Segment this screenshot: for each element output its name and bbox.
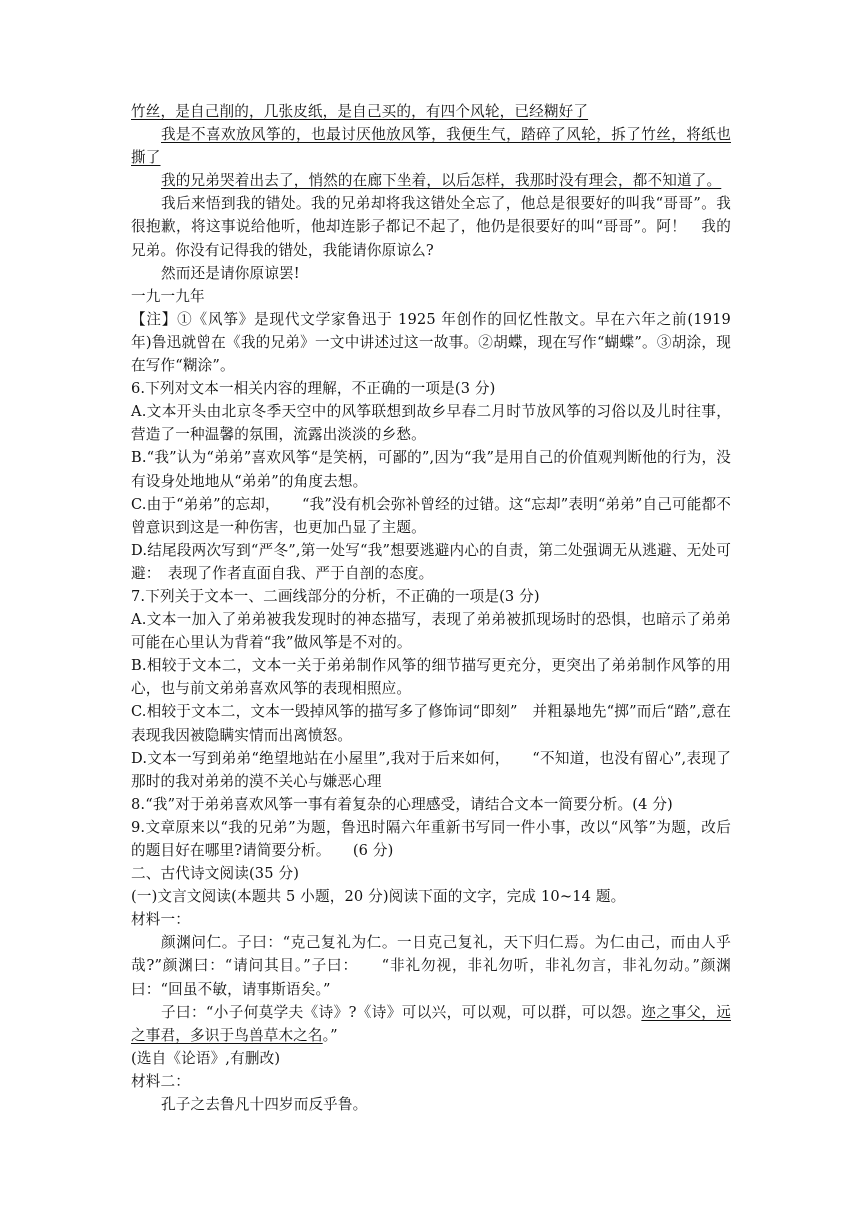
material-1-text-end: 。” (322, 1026, 338, 1044)
section-heading: 二、古代诗文阅读(35 分) (131, 865, 300, 883)
question-6-option-d: D.结尾段两次写到“严冬”,第一处写“我”想要逃避内心的自责，第二处强调无从逃避、无处可避： 表现了作者直面自我、严于自剖的态度。 (131, 541, 731, 582)
material-2-paragraph: 孔子之去鲁凡十四岁而反乎鲁。 (161, 1096, 368, 1114)
question-7-option-c: C.相较于文本二，文本一毁掉风筝的描写多了修饰词“即刻” 并粗暴地先“掷”而后“踏”,意在表现我因被隐瞒实情而出离愤怒。 (131, 703, 731, 744)
annotation-note: 【注】①《风筝》是现代文学家鲁迅于 1925 年创作的回忆性散文。早在六年之前(1919 年)鲁迅就曾在《我的兄弟》一文中讲述过这一故事。②胡蝶，现在写作“蝴蝶”。③胡涂，现在写作“糊涂”。 (131, 310, 731, 375)
question-6-option-b: B.“我”认为“弟弟”喜欢风筝“是笑柄，可鄙的”,因为“我”是用自己的价值观判断他的行为，没有设身处地地从“弟弟”的角度去想。 (131, 449, 731, 490)
passage-para-underlined: 我是不喜欢放风筝的，也最讨厌他放风筝，我便生气，踏碎了风轮，拆了竹丝，将纸也撕了 (131, 126, 731, 167)
material-1-source: (选自《论语》,有删改) (131, 1049, 281, 1067)
question-7-option-d: D.文本一写到弟弟“绝望地站在小屋里”,我对于后来如何， “不知道，也没有留心”,表现了那时的我对弟弟的漠不关心与嫌恶心理 (131, 749, 731, 790)
question-9: 9.文章原来以“我的兄弟”为题，鲁迅时隔六年重新书写同一件小事，改以“风筝”为题，改后的题目好在哪里?请简要分析。 (6 分) (131, 818, 731, 859)
section-subheading: (一)文言文阅读(本题共 5 小题，20 分)阅读下面的文字，完成 10~14 题。 (131, 888, 626, 906)
question-6-option-a: A.文本开头由北京冬季天空中的风筝联想到故乡早春二月时节放风筝的习俗以及儿时往事，营造了一种温馨的氛围，流露出淡淡的乡愁。 (131, 403, 731, 444)
question-6-stem: 6.下列对文本一相关内容的理解，不正确的一项是(3 分) (131, 380, 496, 398)
material-1-label: 材料一： (131, 911, 190, 929)
passage-line-underlined: 竹丝，是自己削的，几张皮纸，是自己买的，有四个风轮，已经糊好了 (131, 103, 589, 120)
question-7-stem: 7.下列关于文本一、二画线部分的分析，不正确的一项是(3 分) (131, 587, 540, 605)
passage-para-underlined: 我的兄弟哭着出去了，悄然的在廊下坐着，以后怎样，我那时没有理会，都不知道了。 (161, 172, 722, 190)
passage-date: 一九一九年 (131, 287, 205, 305)
passage-para: 然而还是请你原谅罢! (161, 264, 300, 282)
document-page (131, 100, 731, 1116)
question-7-option-b: B.相较于文本二，文本一关于弟弟制作风筝的细节描写更充分，更突出了弟弟制作风筝的用心，也与前文弟弟喜欢风筝的表现相照应。 (131, 657, 731, 698)
question-6-option-c: C.由于“弟弟”的忘却， “我”没有机会弥补曾经的过错。这“忘却”表明“弟弟”自己可能都不曾意识到这是一种伤害，也更加凸显了主题。 (131, 495, 731, 536)
question-7-option-a: A.文本一加入了弟弟被我发现时的神态描写，表现了弟弟被抓现场时的恐惧，也暗示了弟弟可能在心里认为背着“我”做风筝是不对的。 (131, 611, 731, 652)
question-8: 8.“我”对于弟弟喜欢风筝一事有着复杂的心理感受，请结合文本一简要分析。(4 分) (131, 795, 673, 813)
material-1-paragraph-2 (131, 1001, 731, 1047)
material-1-paragraph: 颜渊问仁。子曰：“克己复礼为仁。一日克己复礼，天下归仁焉。为仁由己，而由人乎哉?”颜渊曰：“请问其目。”子曰： “非礼勿视，非礼勿听，非礼勿言，非礼勿动。”颜渊曰：“回虽不敏，请事斯语矣。” (131, 934, 731, 998)
material-1-text: 子曰：“小子何莫学夫《诗》?《诗》可以兴，可以观，可以群，可以怨。 (161, 1003, 642, 1021)
material-1-underlined-text: 迩之事父，远之事君，多识于鸟兽草木之名 (131, 1003, 731, 1044)
passage-para: 我后来悟到我的错处。我的兄弟却将我这错处全忘了，他总是很要好的叫我“哥哥”。我很抱歉，将这事说给他听，他却连影子都记不起了，他仍是很要好的叫“哥哥”。阿！ 我的兄弟。你没有记得我的错处，我能请你原谅么? (131, 195, 731, 259)
material-2-label: 材料二： (131, 1072, 190, 1090)
